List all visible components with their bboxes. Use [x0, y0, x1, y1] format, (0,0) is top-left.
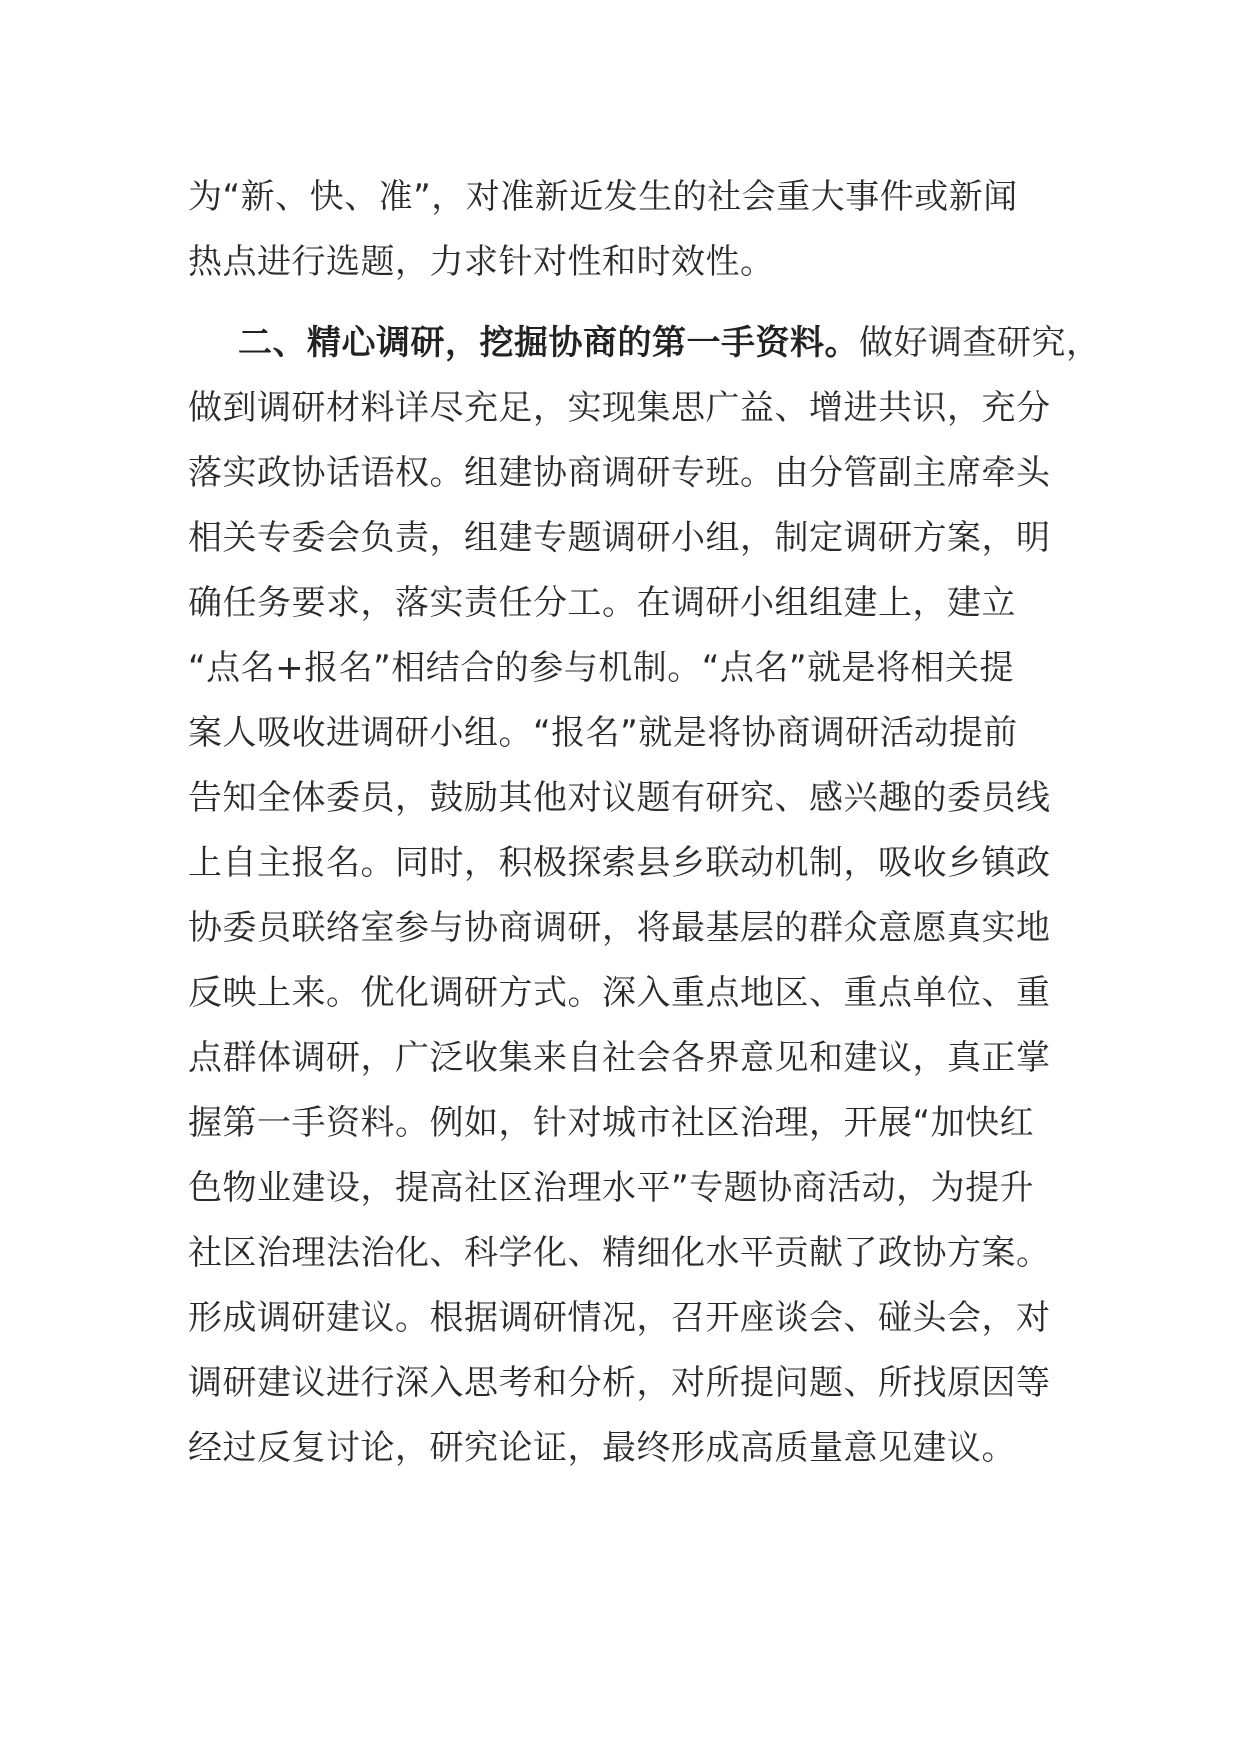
text-line: 经过反复讨论，研究论证，最终形成高质量意见建议。	[188, 1428, 1016, 1468]
text-line-rest: 做好调查研究，	[859, 323, 1101, 363]
text-line: 形成调研建议。根据调研情况，召开座谈会、碰头会，对	[188, 1298, 1051, 1338]
text-line: 调研建议进行深入思考和分析，对所提问题、所找原因等	[188, 1363, 1051, 1403]
text-line: 做到调研材料详尽充足，实现集思广益、增进共识，充分	[188, 388, 1051, 428]
text-line: 握第一手资料。例如，针对城市社区治理，开展“加快红	[188, 1103, 1035, 1143]
text-line: 点群体调研，广泛收集来自社会各界意见和建议，真正掌	[188, 1038, 1051, 1078]
text-line: 落实政协话语权。组建协商调研专班。由分管副主席牵头	[188, 453, 1051, 493]
text-line: 案人吸收进调研小组。“报名”就是将协商调研活动提前	[188, 713, 1018, 753]
text-line-first	[188, 311, 1101, 376]
section-heading: 二、精心调研，挖掘协商的第一手资料。	[238, 323, 859, 363]
text-line: 协委员联络室参与协商调研，将最基层的群众意愿真实地	[188, 908, 1051, 948]
text-line: 告知全体委员，鼓励其他对议题有研究、感兴趣的委员线	[188, 778, 1051, 818]
text-line: 相关专委会负责，组建专题调研小组，制定调研方案，明	[188, 518, 1051, 558]
text-line: “点名+报名”相结合的参与机制。“点名”就是将相关提	[188, 648, 1014, 688]
text-line: 确任务要求，落实责任分工。在调研小组组建上，建立	[188, 583, 1016, 623]
text-line: 上自主报名。同时，积极探索县乡联动机制，吸收乡镇政	[188, 843, 1051, 883]
paragraph-continuation	[188, 165, 1058, 295]
text-line: 热点进行选题，力求针对性和时效性。	[188, 242, 775, 282]
paragraph-section-two	[188, 311, 1101, 1481]
text-line: 为“新、快、准”，对准新近发生的社会重大事件或新闻	[188, 177, 1018, 217]
text-line: 反映上来。优化调研方式。深入重点地区、重点单位、重	[188, 973, 1051, 1013]
text-line: 社区治理法治化、科学化、精细化水平贡献了政协方案。	[188, 1233, 1051, 1273]
text-line: 色物业建设，提高社区治理水平”专题协商活动，为提升	[188, 1168, 1035, 1208]
